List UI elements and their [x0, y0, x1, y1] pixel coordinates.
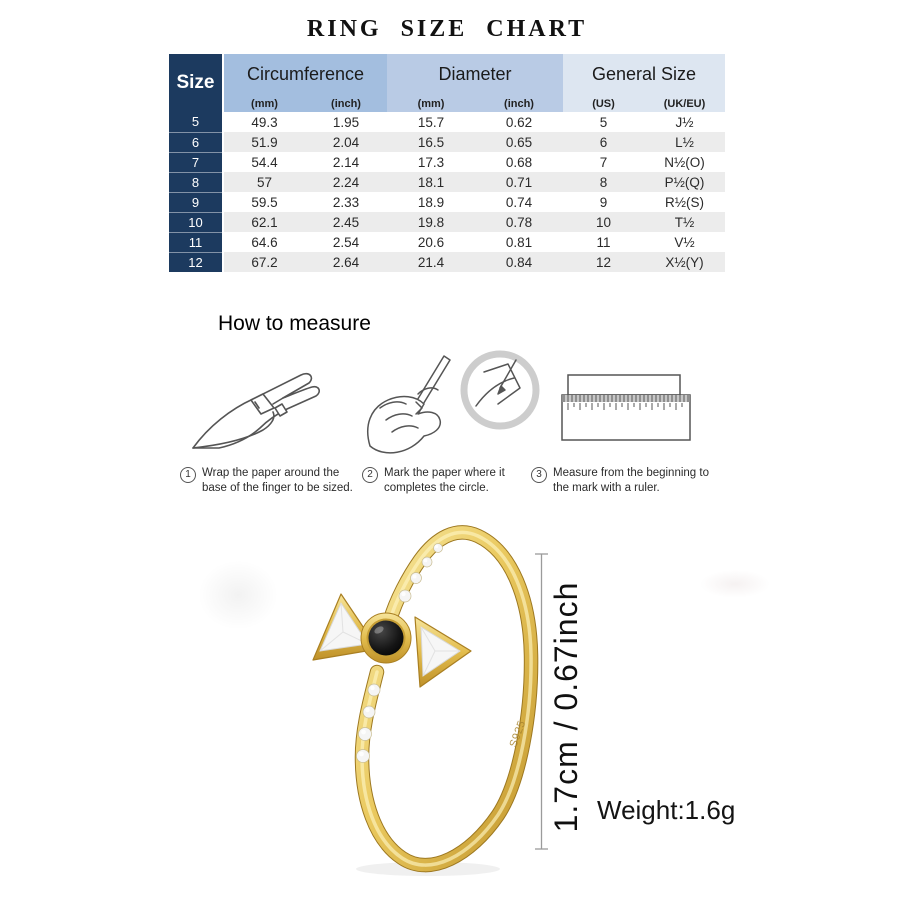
- table-row: [169, 212, 725, 232]
- unit-header: (mm): [223, 95, 305, 112]
- table-cell: 2.14: [305, 152, 387, 172]
- table-cell: 2.24: [305, 172, 387, 192]
- table-cell: T½: [644, 212, 725, 232]
- table-cell: 0.65: [475, 132, 563, 152]
- table-cell: 2.04: [305, 132, 387, 152]
- table-cell: 8: [563, 172, 644, 192]
- ruler-illustration: [552, 365, 700, 450]
- size-cell: 12: [169, 252, 223, 272]
- table-cell: 67.2: [223, 252, 305, 272]
- step-caption-3: [531, 466, 721, 496]
- table-cell: 6: [563, 132, 644, 152]
- table-cell: 1.95: [305, 112, 387, 132]
- step-number: 1: [180, 467, 196, 483]
- table-cell: 62.1: [223, 212, 305, 232]
- table-cell: X½(Y): [644, 252, 725, 272]
- unit-header: (US): [563, 95, 644, 112]
- dimension-line: [535, 554, 548, 849]
- table-cell: 11: [563, 232, 644, 252]
- how-to-measure-heading: How to measure: [218, 312, 371, 335]
- weight-label: Weight:1.6g: [597, 795, 736, 825]
- table-cell: 19.8: [387, 212, 475, 232]
- table-cell: 2.64: [305, 252, 387, 272]
- table-cell: 18.9: [387, 192, 475, 212]
- table-cell: 7: [563, 152, 644, 172]
- table-cell: 2.45: [305, 212, 387, 232]
- page-title: RING SIZE CHART: [306, 16, 588, 42]
- table-cell: 64.6: [223, 232, 305, 252]
- table-cell: J½: [644, 112, 725, 132]
- table-row: [169, 252, 725, 272]
- unit-header: (inch): [305, 95, 387, 112]
- circumference-header: Circumference: [223, 54, 387, 95]
- height-dimension-label: 1.7cm / 0.67inch: [548, 581, 584, 833]
- general-size-header: General Size: [563, 54, 725, 95]
- table-cell: 2.54: [305, 232, 387, 252]
- diameter-header: Diameter: [387, 54, 563, 95]
- table-cell: P½(Q): [644, 172, 725, 192]
- ring-band: [362, 532, 531, 865]
- table-row: [169, 192, 725, 212]
- table-cell: 2.33: [305, 192, 387, 212]
- step-text: Mark the paper where it completes the circle.: [384, 467, 505, 495]
- table-cell: 0.78: [475, 212, 563, 232]
- table-cell: 17.3: [387, 152, 475, 172]
- table-subheader-row: [169, 95, 725, 112]
- step-caption-1: [180, 466, 355, 496]
- table-cell: 21.4: [387, 252, 475, 272]
- step-number: 3: [531, 467, 547, 483]
- size-cell: 10: [169, 212, 223, 232]
- table-cell: 57: [223, 172, 305, 192]
- table-cell: 10: [563, 212, 644, 232]
- table-cell: 0.62: [475, 112, 563, 132]
- unit-header: (UK/EU): [644, 95, 725, 112]
- step-text: Measure from the beginning to the mark with a ruler.: [553, 467, 709, 495]
- table-row: [169, 152, 725, 172]
- table-row: [169, 232, 725, 252]
- table-cell: 0.81: [475, 232, 563, 252]
- table-row: [169, 172, 725, 192]
- mark-paper-illustration: [358, 350, 543, 468]
- table-cell: L½: [644, 132, 725, 152]
- step-number: 2: [362, 467, 378, 483]
- ring-photo: [200, 508, 560, 890]
- table-header-row: [169, 54, 725, 95]
- hand-with-paper-illustration: [185, 350, 355, 464]
- ring-size-table: [169, 54, 725, 272]
- table-cell: 0.74: [475, 192, 563, 212]
- size-cell: 9: [169, 192, 223, 212]
- size-cell: 7: [169, 152, 223, 172]
- table-cell: V½: [644, 232, 725, 252]
- table-cell: R½(S): [644, 192, 725, 212]
- unit-header: (mm): [387, 95, 475, 112]
- step-caption-2: [362, 466, 522, 496]
- table-row: [169, 112, 725, 132]
- table-cell: 15.7: [387, 112, 475, 132]
- table-row: [169, 132, 725, 152]
- table-cell: 49.3: [223, 112, 305, 132]
- table-cell: 0.68: [475, 152, 563, 172]
- unit-header: (inch): [475, 95, 563, 112]
- table-cell: 12: [563, 252, 644, 272]
- table-cell: 18.1: [387, 172, 475, 192]
- table-cell: 51.9: [223, 132, 305, 152]
- photo-background-shade: [700, 570, 770, 598]
- table-cell: 20.6: [387, 232, 475, 252]
- table-cell: 54.4: [223, 152, 305, 172]
- size-cell: 6: [169, 132, 223, 152]
- engraving-s925: S925: [507, 718, 529, 750]
- size-cell: 5: [169, 112, 223, 132]
- black-center-stone: [369, 621, 404, 656]
- table-cell: 59.5: [223, 192, 305, 212]
- table-cell: 16.5: [387, 132, 475, 152]
- size-cell: 8: [169, 172, 223, 192]
- table-cell: N½(O): [644, 152, 725, 172]
- table-cell: 5: [563, 112, 644, 132]
- table-cell: 9: [563, 192, 644, 212]
- table-cell: 0.84: [475, 252, 563, 272]
- step-text: Wrap the paper around the base of the finger to be sized.: [202, 467, 353, 495]
- size-cell: 11: [169, 232, 223, 252]
- size-column-header: Size: [169, 54, 223, 112]
- table-cell: 0.71: [475, 172, 563, 192]
